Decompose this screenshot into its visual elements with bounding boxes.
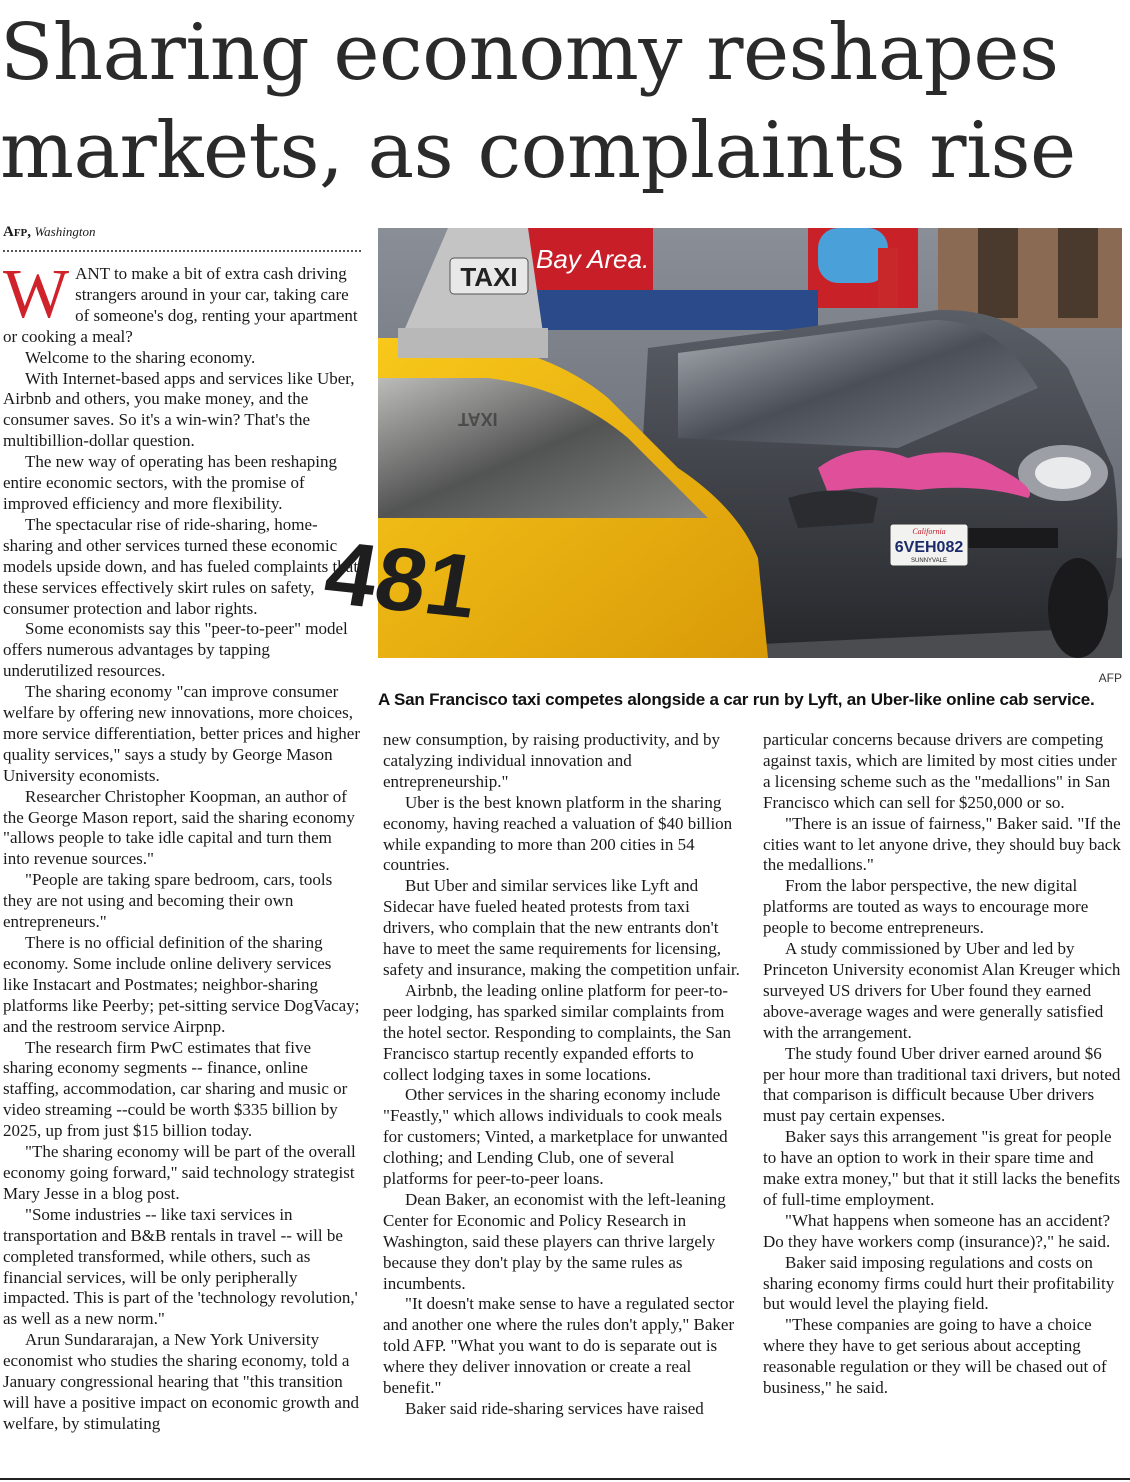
paragraph: Baker says this arrangement "is great for people to have an option to work in their spare time and make extra money," but that it still lacks the benefits of full-time employment. xyxy=(763,1127,1121,1209)
billboard-text: Bay Area. xyxy=(536,244,650,274)
dateline-agency: Afp, xyxy=(3,224,32,240)
paragraph: "Some industries -- like taxi services in transportation and B&B rentals in travel -- will be completed transformed, while others, such as financial services, will be only peripherally impacted. This is part of the 'technology revolution,' as well as a new norm." xyxy=(3,1204,358,1329)
paragraph: The research firm PwC estimates that five sharing economy segments -- finance, online staffing, accommodation, car sharing and music or video streaming --could be worth $335 billion by 2025, up from just $15 billion today. xyxy=(3,1037,348,1141)
paragraph: Airbnb, the leading online platform for peer-to-peer lodging, has sparked similar complaints from the hotel sector. Responding to complaints, the San Francisco startup recently expanded efforts to collect lodging taxes in some locations. xyxy=(383,980,731,1084)
paragraph: "What happens when someone has an accident? Do they have workers comp (insurance)?," he said. xyxy=(763,1210,1111,1251)
bottom-rule xyxy=(0,1478,1130,1480)
paragraph: "It doesn't make sense to have a regulated sector and another one where the rules don't apply," Baker told AFP. "What you want to do is separate out is where they deliver innovation or create a real benefit." xyxy=(383,1294,735,1398)
paragraph: Researcher Christopher Koopman, an author of the George Mason report, said the sharing economy "allows people to take idle capital and turn them into revenue sources." xyxy=(3,786,355,869)
headline: Sharing economy reshapes markets, as complaints rise xyxy=(0,8,1076,196)
paragraph: The sharing economy "can improve consumer welfare by offering new innovations, more choices, more service differentiation, better prices and higher quality services," says a study by George Mason University economists. xyxy=(3,682,361,785)
lead-paragraph xyxy=(3,256,361,348)
svg-text:TAXI: TAXI xyxy=(458,409,498,429)
paragraph: From the labor perspective, the new digital platforms are touted as ways to encourage more people to become entrepreneurs. xyxy=(763,876,1089,938)
article-column-2 xyxy=(383,730,743,1420)
paragraph: But Uber and similar services like Lyft and Sidecar have fueled heated protests from taxi drivers, who complain that the new entrants don't have to meet the same requirements for licensing, safety and insurance, making the competition unfair. xyxy=(383,876,740,979)
taxi-sign: TAXI xyxy=(460,262,518,292)
lead-text: ANT to make a bit of extra cash driving strangers around in your car, taking care of someone's dog, renting your apartment or cooking a meal? xyxy=(3,264,358,346)
paragraph: Baker said ride-sharing services have raised xyxy=(405,1399,704,1418)
paragraph: Baker said imposing regulations and costs on sharing economy firms could hurt their profitability but would level the playing field. xyxy=(763,1252,1115,1314)
dateline-city: Washington xyxy=(34,224,96,239)
photo-credit: AFP xyxy=(1098,671,1122,685)
paragraph: Other services in the sharing economy include "Feastly," which allows individuals to cook meals for customers; Vinted, a marketplace for unwanted clothing; and Lending Club, one of several platforms for peer-to-peer loans. xyxy=(383,1085,728,1189)
dateline xyxy=(3,224,95,241)
paragraph: Arun Sundararajan, a New York University economist who studies the sharing economy, told a January congressional hearing that "this transition will have a positive impact on economic growth and welfare, by stimulating xyxy=(3,1330,359,1433)
paragraph: "These companies are going to have a choice where they have to get serious about accepting reasonable regulation or they will be chased out of business," he said. xyxy=(763,1315,1107,1398)
paragraph: Welcome to the sharing economy. xyxy=(25,347,256,367)
paragraph: The new way of operating has been reshaping entire economic sectors, with the promise of improved efficiency and more flexibility. xyxy=(3,452,338,513)
article-column-3 xyxy=(763,730,1125,1399)
paragraph: A study commissioned by Uber and led by Princeton University economist Alan Kreuger which surveyed US drivers for Uber found they earned above-average wages and were generally satisfied with the arrangement. xyxy=(763,939,1121,1042)
paragraph: Dean Baker, an economist with the left-leaning Center for Economic and Policy Research in Washington, said these players can thrive largely because they don't play by the same rules as incumbents. xyxy=(383,1189,726,1293)
dotted-divider xyxy=(3,250,361,252)
paragraph: particular concerns because drivers are competing against taxis, which are limited by most cities under a licensing scheme such as the "medallions" in San Francisco which can sell for $250,000 or so. xyxy=(763,730,1117,812)
article-column-1 xyxy=(3,256,361,1435)
photo-caption: A San Francisco taxi competes alongside a car run by Lyft, an Uber-like online cab service. xyxy=(378,690,1095,709)
paragraph: Uber is the best known platform in the sharing economy, having reached a valuation of $40 billion while expanding to more than 200 cities in 54 countries. xyxy=(383,792,733,875)
paragraph: The study found Uber driver earned around $6 per hour more than traditional taxi drivers, but noted that comparison is difficult because Uber drivers must pay certain expenses. xyxy=(763,1043,1121,1126)
plate-state: California xyxy=(912,527,946,536)
paragraph: new consumption, by raising productivity, and by catalyzing individual innovation and entrepreneurship." xyxy=(383,730,720,791)
paragraph: Some economists say this "peer-to-peer" model offers numerous advantages by tapping underutilized resources. xyxy=(3,619,348,681)
taxi-number: 481 xyxy=(317,522,486,638)
paragraph: "The sharing economy will be part of the overall economy going forward," said technology strategist Mary Jesse in a blog post. xyxy=(3,1142,356,1203)
plate-dealer: SUNNYVALE xyxy=(911,558,947,564)
plate-number: 6VEH082 xyxy=(894,539,964,556)
paragraph: The spectacular rise of ride-sharing, home-sharing and other services turned these economic models upside down, and has fueled complaints that these services effectively skirt rules on safety, consumer protection and labor rights. xyxy=(3,514,359,618)
paragraph: With Internet-based apps and services like Uber, Airbnb and others, you make money, and the consumer saves. So it's a win-win? That's the multibillion-dollar question. xyxy=(3,368,355,451)
paragraph: "There is an issue of fairness," Baker said. "If the cities want to let anyone drive, they should buy back the medallions." xyxy=(763,813,1121,875)
drop-cap: W xyxy=(3,256,70,333)
news-photo xyxy=(317,228,1122,658)
paragraph: There is no official definition of the sharing economy. Some include online delivery services like Instacart and Postmates; neighbor-sharing platforms like Peerby; pet-sitting service DogVacay; and the restroom service Airpnp. xyxy=(3,933,360,1036)
paragraph: "People are taking spare bedroom, cars, tools they are not using and becoming their own entrepreneurs." xyxy=(3,870,333,932)
